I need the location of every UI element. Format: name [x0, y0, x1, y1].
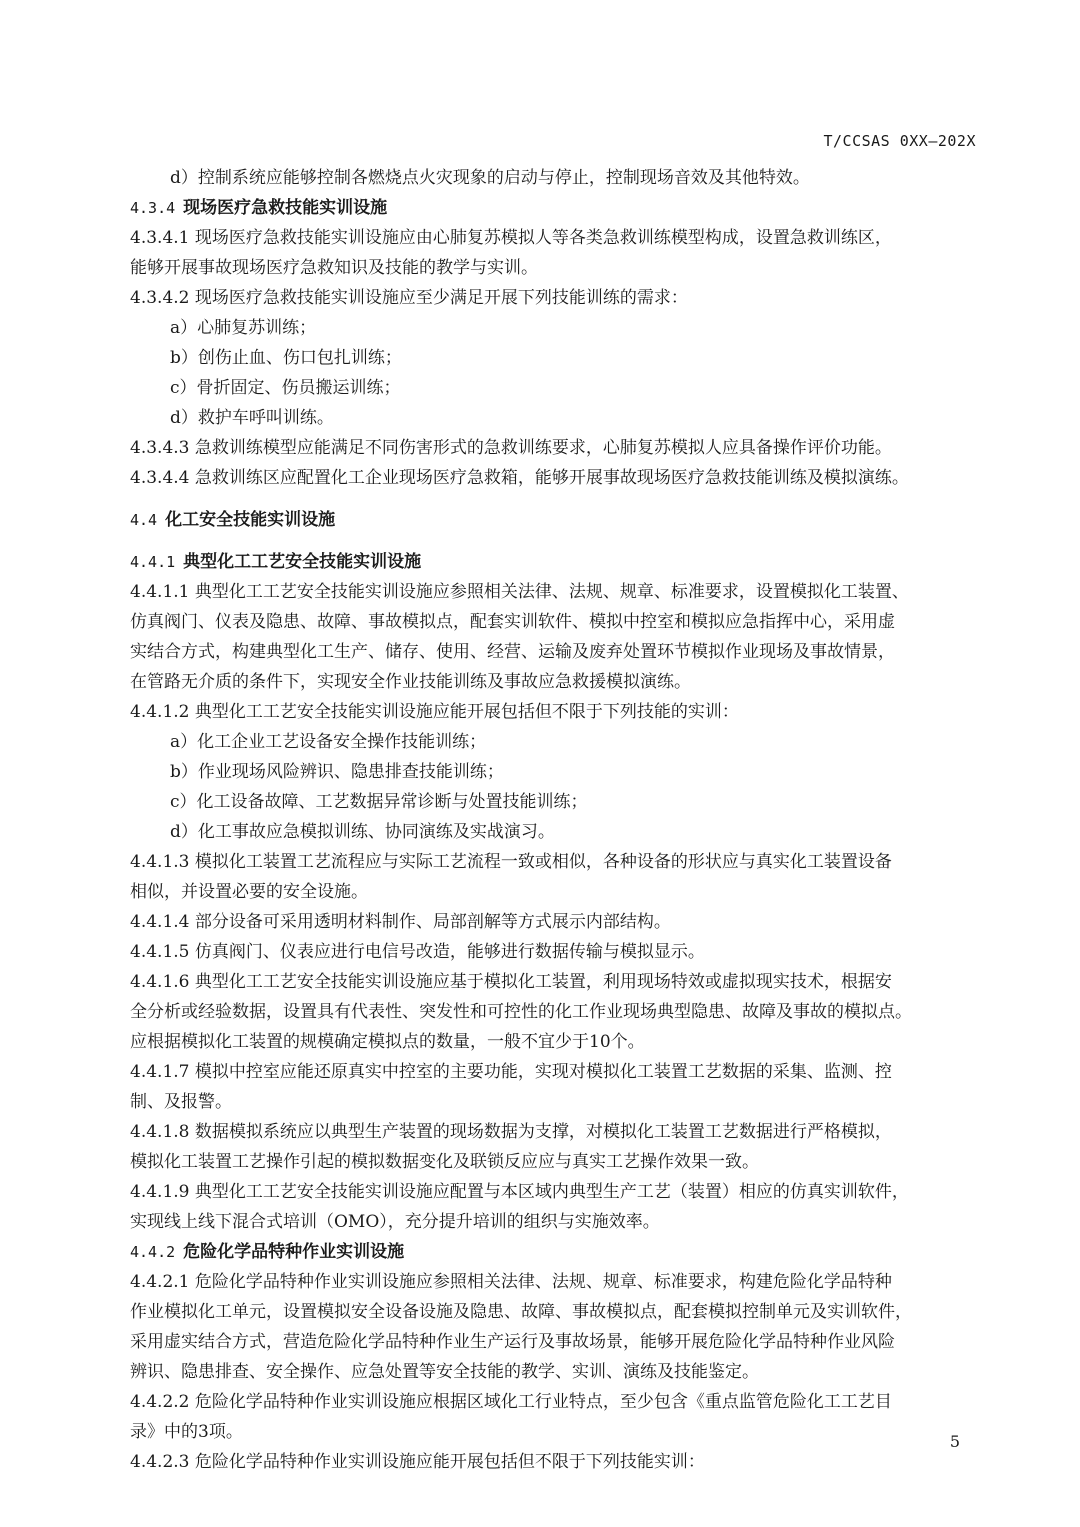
list-item: d）救护车呼叫训练。: [170, 408, 334, 428]
section-number: 4.4.2: [130, 1243, 176, 1261]
paragraph-line: 4.4.1.2 典型化工工艺安全技能实训设施应能开展包括但不限于下列技能的实训：: [130, 702, 739, 722]
document-body: [130, 163, 982, 1477]
section-number: 4.4.1: [130, 553, 176, 571]
paragraph-line: 4.4.2.3 危险化学品特种作业实训设施应能开展包括但不限于下列技能实训：: [130, 1452, 705, 1472]
paragraph-line: 能够开展事故现场医疗急救知识及技能的教学与实训。: [130, 258, 538, 278]
list-item: d）化工事故应急模拟训练、协同演练及实战演习。: [170, 822, 555, 842]
section-heading: [130, 193, 982, 223]
list-item: a）心肺复苏训练；: [170, 318, 317, 338]
paragraph-line: 4.4.2.1 危险化学品特种作业实训设施应参照相关法律、法规、规章、标准要求，构建危险化学品特种: [130, 1272, 892, 1292]
section-heading: [130, 1237, 982, 1267]
section-heading: [130, 505, 982, 535]
paragraph-line: 4.3.4.4 急救训练区应配置化工企业现场医疗急救箱，能够开展事故现场医疗急救技能训练及模拟演练。: [130, 468, 909, 488]
section-heading: [130, 547, 982, 577]
paragraph-line: 4.4.1.5 仿真阀门、仪表应进行电信号改造，能够进行数据传输与模拟显示。: [130, 942, 705, 962]
paragraph-line: 辨识、隐患排查、安全操作、应急处置等安全技能的教学、实训、演练及技能鉴定。: [130, 1362, 759, 1382]
paragraph-line: 4.4.1.1 典型化工工艺安全技能实训设施应参照相关法律、法规、规章、标准要求，设置模拟化工装置、: [130, 582, 909, 602]
paragraph-line: 4.3.4.3 急救训练模型应能满足不同伤害形式的急救训练要求，心肺复苏模拟人应具备操作评价功能。: [130, 438, 892, 458]
list-item: b）作业现场风险辨识、隐患排查技能训练；: [170, 762, 504, 782]
paragraph-line: 4.4.1.7 模拟中控室应能还原真实中控室的主要功能，实现对模拟化工装置工艺数据的采集、监测、控: [130, 1062, 892, 1082]
list-item: b）创伤止血、伤口包扎训练；: [170, 348, 402, 368]
paragraph-line: 4.4.1.3 模拟化工装置工艺流程应与实际工艺流程一致或相似，各种设备的形状应与真实化工装置设备: [130, 852, 892, 872]
paragraph-line: 实结合方式，构建典型化工生产、储存、使用、经营、运输及废弃处置环节模拟作业现场及事故情景，: [130, 642, 895, 662]
list-item: a）化工企业工艺设备安全操作技能训练；: [170, 732, 487, 752]
paragraph-line: 在管路无介质的条件下，实现安全作业技能训练及事故应急救援模拟演练。: [130, 672, 691, 692]
paragraph-line: 全分析或经验数据，设置具有代表性、突发性和可控性的化工作业现场典型隐患、故障及事故的模拟点。: [130, 1002, 912, 1022]
section-number: 4.3.4: [130, 199, 176, 217]
page-number: 5: [949, 1432, 960, 1451]
section-title: 化工安全技能实训设施: [165, 510, 336, 530]
paragraph-line: 仿真阀门、仪表及隐患、故障、事故模拟点，配套实训软件、模拟中控室和模拟应急指挥中心，采用虚: [130, 612, 895, 632]
paragraph-line: 4.4.1.8 数据模拟系统应以典型生产装置的现场数据为支撑，对模拟化工装置工艺数据进行严格模拟，: [130, 1122, 892, 1142]
paragraph-line: 4.4.2.2 危险化学品特种作业实训设施应根据区域化工行业特点，至少包含《重点监管危险化工工艺目: [130, 1392, 892, 1412]
section-number: 4.4: [130, 511, 158, 529]
paragraph-line: 应根据模拟化工装置的规模确定模拟点的数量，一般不宜少于10个。: [130, 1032, 645, 1052]
paragraph-line: 采用虚实结合方式，营造危险化学品特种作业生产运行及事故场景，能够开展危险化学品特种作业风险: [130, 1332, 895, 1352]
section-title: 现场医疗急救技能实训设施: [183, 198, 388, 218]
paragraph-line: 相似，并设置必要的安全设施。: [130, 882, 368, 902]
paragraph-line: 4.4.1.6 典型化工工艺安全技能实训设施应基于模拟化工装置，利用现场特效或虚拟现实技术，根据安: [130, 972, 892, 992]
paragraph-line: 4.3.4.1 现场医疗急救技能实训设施应由心肺复苏模拟人等各类急救训练模型构成，设置急救训练区，: [130, 228, 892, 248]
paragraph-line: 4.4.1.4 部分设备可采用透明材料制作、局部剖解等方式展示内部结构。: [130, 912, 671, 932]
paragraph-line: 模拟化工装置工艺操作引起的模拟数据变化及联锁反应应与真实工艺操作效果一致。: [130, 1152, 759, 1172]
list-item: c）骨折固定、伤员搬运训练；: [170, 378, 401, 398]
section-title: 典型化工工艺安全技能实训设施: [183, 552, 422, 572]
paragraph-line: 作业模拟化工单元，设置模拟安全设备设施及隐患、故障、事故模拟点，配套模拟控制单元及实训软件，: [130, 1302, 912, 1322]
paragraph-line: 4.3.4.2 现场医疗急救技能实训设施应至少满足开展下列技能训练的需求：: [130, 288, 688, 308]
paragraph-line: 实现线上线下混合式培训（OMO），充分提升培训的组织与实施效率。: [130, 1212, 660, 1232]
list-item: c）化工设备故障、工艺数据异常诊断与处置技能训练；: [170, 792, 588, 812]
paragraph-line: 制、及报警。: [130, 1092, 232, 1112]
list-item: d）控制系统应能够控制各燃烧点火灾现象的启动与停止，控制现场音效及其他特效。: [170, 168, 810, 188]
document-code: T/CCSAS 0XX—202X: [823, 132, 976, 150]
section-title: 危险化学品特种作业实训设施: [183, 1242, 405, 1262]
paragraph-line: 录》中的3项。: [130, 1422, 243, 1442]
paragraph-line: 4.4.1.9 典型化工工艺安全技能实训设施应配置与本区域内典型生产工艺（装置）相应的仿真实训软件，: [130, 1182, 909, 1202]
